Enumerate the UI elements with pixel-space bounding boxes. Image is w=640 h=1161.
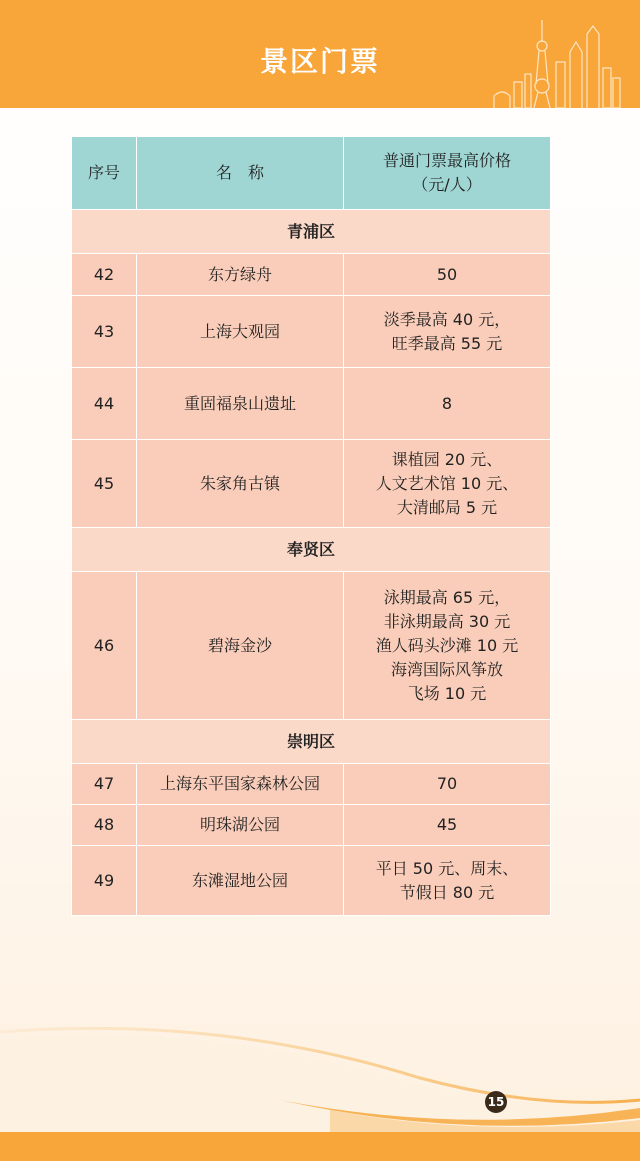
row-seq: 47 bbox=[72, 764, 137, 805]
price-line: 人文艺术馆 10 元、 bbox=[375, 473, 519, 493]
table-row bbox=[72, 254, 551, 296]
page-header bbox=[0, 0, 640, 108]
row-name: 东方绿舟 bbox=[137, 254, 344, 296]
row-price bbox=[344, 805, 551, 846]
row-name: 碧海金沙 bbox=[137, 572, 344, 720]
column-header-name: 名 称 bbox=[137, 137, 344, 210]
price-line: 50 bbox=[436, 264, 458, 284]
price-line: 45 bbox=[436, 815, 458, 834]
city-skyline-icon bbox=[492, 12, 622, 108]
table-row bbox=[72, 846, 551, 916]
row-seq: 45 bbox=[72, 440, 137, 528]
district-label: 青浦区 bbox=[72, 210, 551, 254]
row-name: 朱家角古镇 bbox=[137, 440, 344, 528]
page-number: 15 bbox=[485, 1091, 507, 1113]
column-header-price bbox=[344, 137, 551, 210]
price-line: 课植园 20 元、 bbox=[391, 449, 503, 469]
row-price bbox=[344, 368, 551, 440]
price-line: 节假日 80 元 bbox=[399, 882, 495, 902]
row-name: 东滩湿地公园 bbox=[137, 846, 344, 916]
row-price bbox=[344, 440, 551, 528]
district-label: 奉贤区 bbox=[72, 528, 551, 572]
table-row bbox=[72, 764, 551, 805]
row-seq: 42 bbox=[72, 254, 137, 296]
price-line: 淡季最高 40 元， bbox=[383, 309, 511, 329]
page-title: 景区门票 bbox=[259, 45, 380, 78]
price-line: 大清邮局 5 元 bbox=[396, 497, 498, 517]
row-seq: 46 bbox=[72, 572, 137, 720]
row-price bbox=[344, 296, 551, 368]
column-header-price-line1: 普通门票最高价格 bbox=[382, 151, 511, 170]
row-seq: 43 bbox=[72, 296, 137, 368]
table-row bbox=[72, 296, 551, 368]
price-line: 飞场 10 元 bbox=[407, 683, 487, 703]
table-row bbox=[72, 440, 551, 528]
price-line: 海湾国际风筝放 bbox=[390, 659, 503, 679]
price-line: 8 bbox=[441, 393, 453, 413]
column-header-price-line2: （元/人） bbox=[412, 175, 482, 194]
district-label: 崇明区 bbox=[72, 720, 551, 764]
price-line: 渔人码头沙滩 10 元 bbox=[375, 635, 519, 655]
table-row bbox=[72, 572, 551, 720]
ticket-price-table bbox=[71, 136, 551, 916]
row-seq: 44 bbox=[72, 368, 137, 440]
row-price bbox=[344, 846, 551, 916]
row-price bbox=[344, 764, 551, 805]
table-row bbox=[72, 805, 551, 846]
column-header-seq: 序号 bbox=[72, 137, 137, 210]
price-line: 泳期最高 65 元， bbox=[383, 587, 511, 607]
row-seq: 48 bbox=[72, 805, 137, 846]
decorative-wave-icon bbox=[0, 960, 640, 1135]
footer-bar bbox=[0, 1132, 640, 1161]
price-line: 平日 50 元、周末、 bbox=[375, 858, 519, 878]
row-name: 明珠湖公园 bbox=[137, 805, 344, 846]
table-header-row bbox=[72, 137, 551, 210]
row-name: 重固福泉山遗址 bbox=[137, 368, 344, 440]
district-row bbox=[72, 210, 551, 254]
row-name: 上海东平国家森林公园 bbox=[137, 764, 344, 805]
table-row bbox=[72, 368, 551, 440]
price-line: 非泳期最高 30 元 bbox=[383, 611, 511, 631]
row-seq: 49 bbox=[72, 846, 137, 916]
row-price bbox=[344, 572, 551, 720]
district-row bbox=[72, 720, 551, 764]
row-price bbox=[344, 254, 551, 296]
price-line: 70 bbox=[436, 774, 458, 793]
row-name: 上海大观园 bbox=[137, 296, 344, 368]
price-line: 旺季最高 55 元 bbox=[391, 333, 503, 353]
district-row bbox=[72, 528, 551, 572]
